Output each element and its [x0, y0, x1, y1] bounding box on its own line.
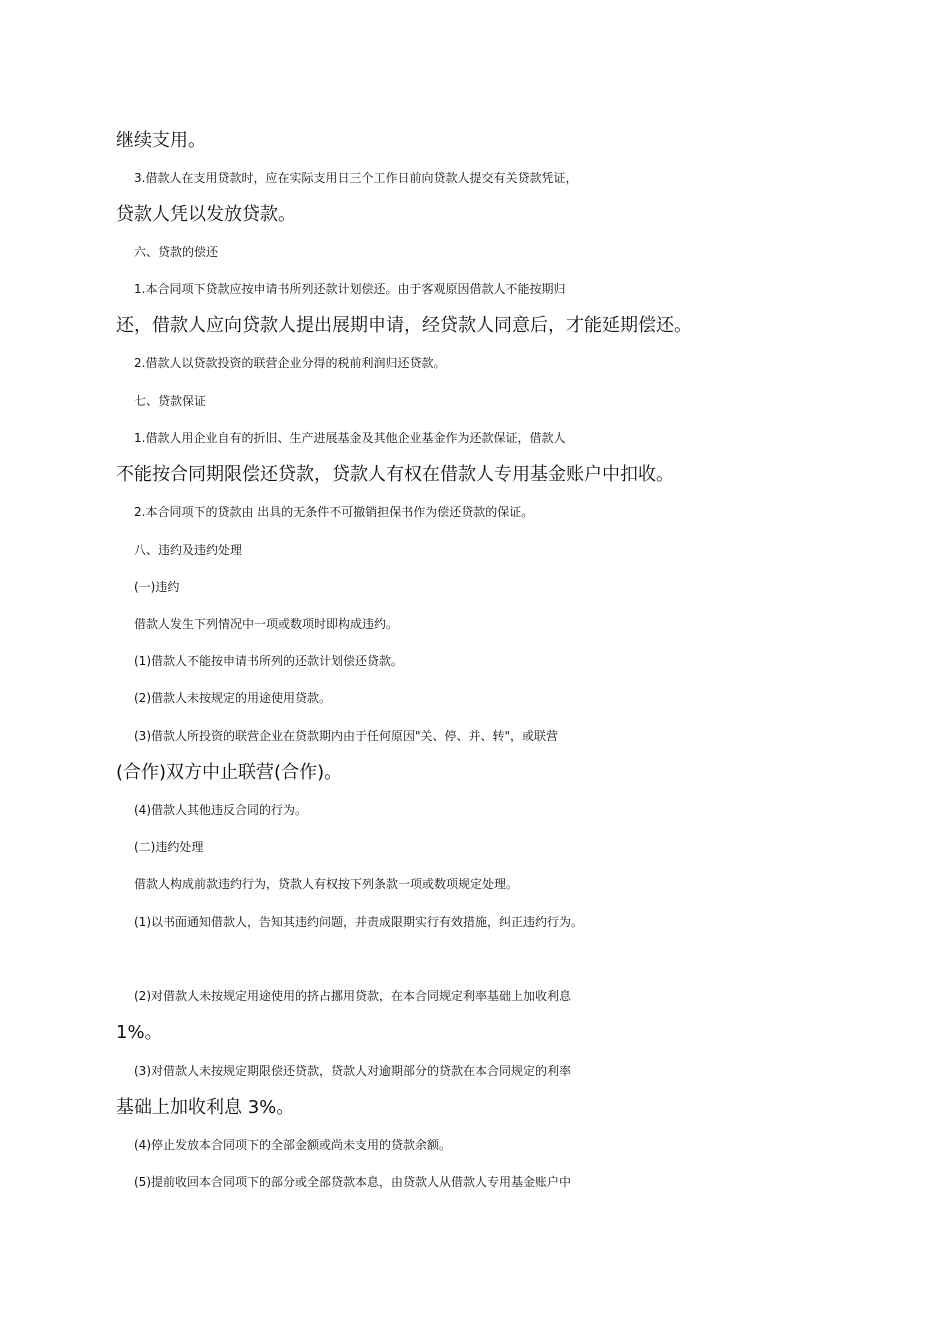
text-line: 3.借款人在支用贷款时，应在实际支用日三个工作日前向贷款人提交有关贷款凭证， [134, 171, 578, 185]
text-line: 1.本合同项下贷款应按申请书所列还款计划偿还。由于客观原因借款人不能按期归 [134, 282, 566, 296]
text-line: 2.本合同项下的贷款由 出具的无条件不可撤销担保书作为偿还贷款的保证。 [134, 505, 534, 519]
text-line: 继续支用。 [116, 130, 206, 151]
section-heading: 六、贷款的偿还 [134, 245, 219, 259]
subsection-heading: (一)违约 [134, 580, 180, 594]
text-line: (5)提前收回本合同项下的部分或全部贷款本息，由贷款人从借款人专用基金账户中 [134, 1175, 572, 1189]
section-heading: 七、贷款保证 [134, 394, 207, 408]
text-line: 2.借款人以贷款投资的联营企业分得的税前利润归还贷款。 [134, 356, 446, 370]
text-line: 1%。 [116, 1022, 163, 1043]
text-line: (4)借款人其他违反合同的行为。 [134, 803, 307, 817]
subsection-heading: (二)违约处理 [134, 840, 204, 854]
text-line: (4)停止发放本合同项下的全部金额或尚未支用的贷款余额。 [134, 1138, 452, 1152]
text-line: (3)对借款人未按规定期限偿还贷款，贷款人对逾期部分的贷款在本合同规定的利率 [134, 1064, 572, 1078]
text-line: 借款人构成前款违约行为，贷款人有权按下列条款一项或数项规定处理。 [134, 877, 519, 891]
section-heading: 八、违约及违约处理 [134, 543, 243, 557]
text-line: 贷款人凭以发放贷款。 [116, 204, 296, 225]
text-line: (3)借款人所投资的联营企业在贷款期内由于任何原因"关、停、并、转"，或联营 [134, 729, 559, 743]
text-line: 基础上加收利息 3%。 [116, 1097, 295, 1118]
text-line: 不能按合同期限偿还贷款，贷款人有权在借款人专用基金账户中扣收。 [116, 464, 674, 485]
text-line: 还，借款人应向贷款人提出展期申请，经贷款人同意后，才能延期偿还。 [116, 315, 692, 336]
text-line: 借款人发生下列情况中一项或数项时即构成违约。 [134, 617, 399, 631]
text-line: (1)借款人不能按申请书所列的还款计划偿还贷款。 [134, 654, 403, 668]
text-line: (合作)双方中止联营(合作)。 [116, 762, 343, 783]
text-line: (2)借款人未按规定的用途使用贷款。 [134, 691, 331, 705]
text-line: (2)对借款人未按规定用途使用的挤占挪用贷款，在本合同规定利率基础上加收利息 [134, 989, 572, 1003]
text-line: 1.借款人用企业自有的折旧、生产进展基金及其他企业基金作为还款保证，借款人 [134, 431, 566, 445]
text-line: (1)以书面通知借款人，告知其违约问题，并责成限期实行有效措施，纠正违约行为。 [134, 915, 584, 929]
